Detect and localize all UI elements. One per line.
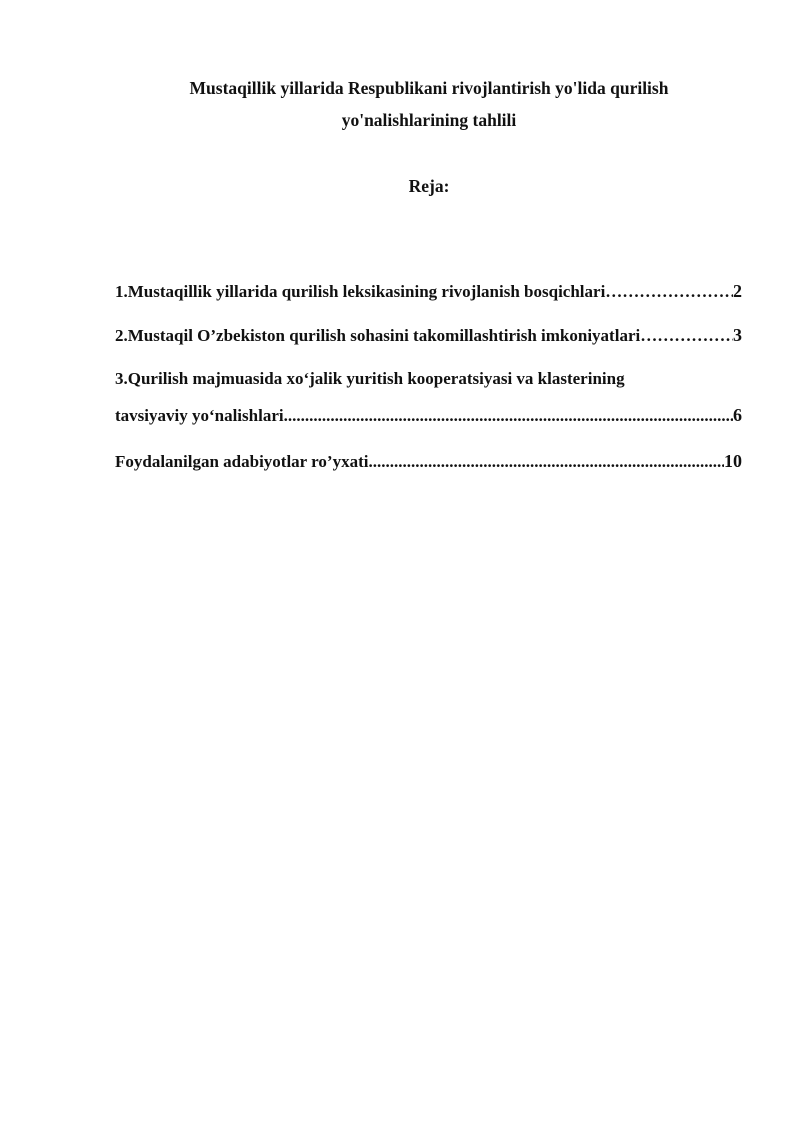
- toc-entry-3[interactable]: [115, 402, 742, 428]
- toc-entry-2[interactable]: [115, 322, 742, 348]
- plan-heading: Reja:: [408, 176, 450, 196]
- toc-leader-dots: [368, 449, 724, 474]
- document-title-line1: Mustaqillik yillarida Respublikani rivojlantirish yo'lida qurilish: [189, 78, 669, 98]
- toc-page-number: 6: [733, 405, 742, 425]
- toc-entry-text: 2.Mustaqil O’zbekiston qurilish sohasini takomillashtirish imkoniyatlari: [115, 326, 641, 345]
- toc-page-number: 3: [733, 325, 742, 345]
- document-title-line2: yo'nalishlarining tahlili: [341, 110, 517, 130]
- toc-entry-text: 1.Mustaqillik yillarida qurilish leksikasining rivojlanish bosqichlari: [115, 282, 606, 301]
- table-of-contents: [115, 278, 742, 488]
- toc-leader-dots: [640, 323, 733, 348]
- toc-page-number: 2: [733, 281, 742, 301]
- toc-entry-3-line1[interactable]: 3.Qurilish majmuasida xo‘jalik yuritish kooperatsiyasi va klasterining: [115, 369, 625, 388]
- toc-leader-dots: [605, 279, 733, 304]
- toc-page-number: 10: [724, 451, 742, 471]
- toc-entry-1[interactable]: [115, 278, 742, 304]
- toc-entry-4[interactable]: [115, 448, 742, 474]
- toc-entry-text: Foydalanilgan adabiyotlar ro’yxati: [115, 452, 369, 471]
- toc-leader-dots: [284, 403, 733, 428]
- toc-entry-text: tavsiyaviy yo‘nalishlari: [115, 406, 284, 425]
